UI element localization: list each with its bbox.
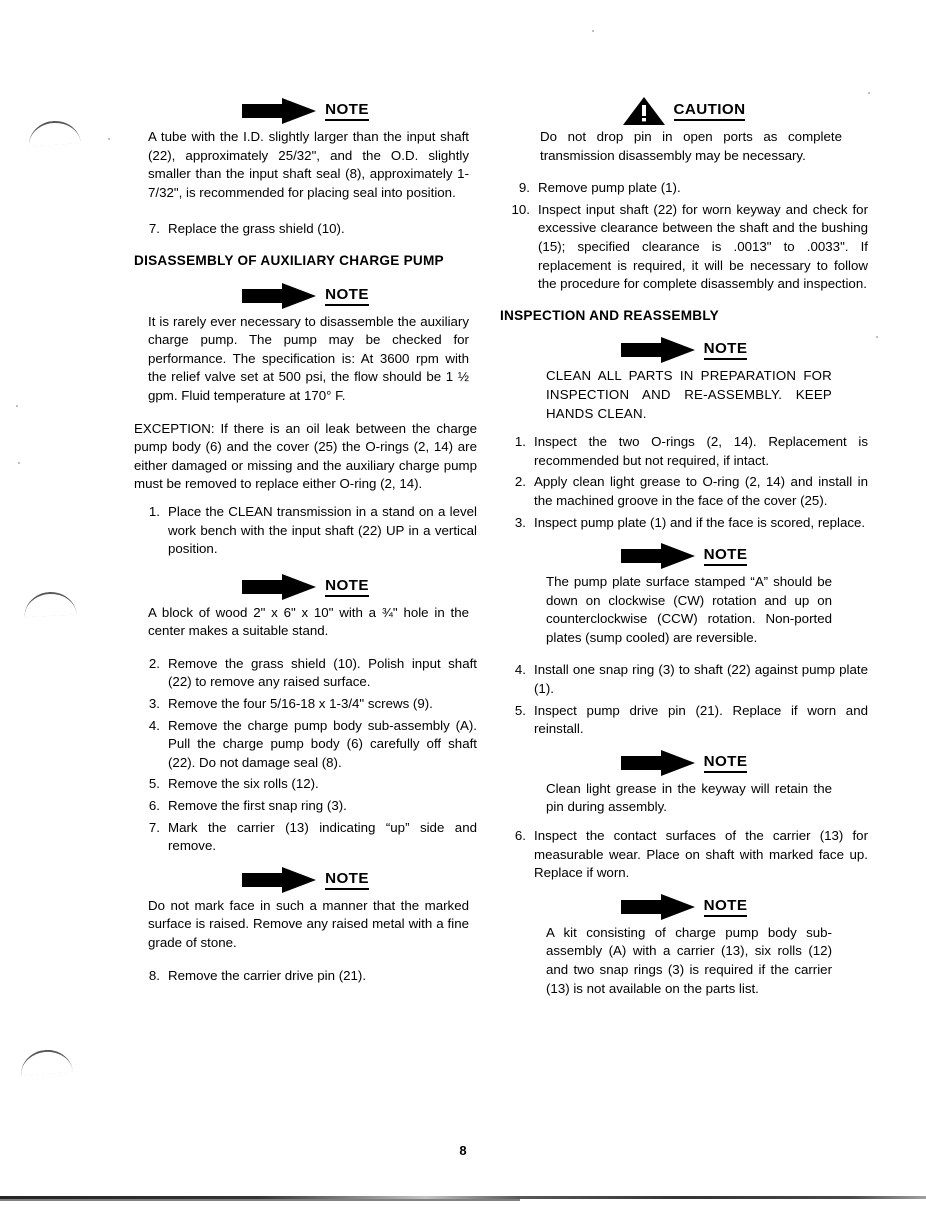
list-item — [134, 717, 477, 773]
list-item — [134, 797, 477, 816]
warning-triangle-icon — [623, 97, 665, 125]
note-clean-parts — [500, 335, 868, 423]
note-label: NOTE — [325, 286, 369, 306]
list-item — [134, 775, 477, 794]
note-label: NOTE — [325, 101, 369, 121]
list-item — [500, 473, 868, 510]
list-item-number: 5. — [514, 702, 526, 718]
left-list-item1 — [134, 503, 477, 559]
list-item-text: Place the CLEAN transmission in a stand on a level work bench with the input shaft (22) UP in a vertical position. — [168, 503, 477, 557]
list-item — [134, 220, 477, 239]
list-item-number: 7. — [148, 819, 160, 835]
list-item-text: Apply clean light grease to O-ring (2, 14) and install in the machined groove in the face of the cover (25). — [534, 474, 868, 508]
list-item-number: 8. — [148, 967, 160, 983]
scan-speck — [592, 30, 594, 32]
right-arrow-icon — [242, 98, 316, 124]
list-item-text: Install one snap ring (3) to shaft (22) against pump plate (1). — [534, 662, 868, 697]
right-arrow-icon — [621, 894, 695, 920]
right-list-items-1-3 — [500, 433, 868, 532]
scan-speck — [868, 92, 870, 94]
list-item-number: 4. — [514, 662, 526, 678]
list-item-text: Remove the carrier drive pin (21). — [168, 967, 367, 983]
list-item — [500, 702, 868, 739]
note-wood-block — [134, 572, 477, 641]
list-item-text: Inspect the contact surfaces of the carrier (13) for measurable wear. Place on shaft with marked face up. Replace if worn. — [534, 828, 868, 881]
list-item-text: Inspect the two O-rings (2, 14). Replacement is recommended but not required, if intact. — [534, 434, 868, 468]
note-header — [134, 281, 477, 311]
note-label: NOTE — [704, 340, 748, 360]
scan-speck — [108, 138, 110, 140]
note-text: The pump plate surface stamped “A” should be down on clockwise (CW) rotation and up on counterclockwise (CCW) rotation. Non-ported plates (sump cooled) are reversible. — [546, 574, 832, 645]
note-header — [500, 541, 868, 571]
caution-text: Do not drop pin in open ports as complete transmission disassembly may be necessary. — [540, 129, 842, 163]
list-item — [500, 201, 868, 294]
right-arrow-icon — [242, 867, 316, 893]
note-header — [500, 748, 868, 778]
section-title-inspection: INSPECTION AND REASSEMBLY — [500, 307, 719, 323]
list-item — [500, 661, 868, 698]
list-item-text: Remove the six rolls (12). — [168, 776, 319, 792]
list-item-number: 10. — [511, 201, 530, 217]
caution-label: CAUTION — [674, 101, 746, 121]
note-header — [500, 335, 868, 365]
section-title-disassembly: DISASSEMBLY OF AUXILIARY CHARGE PUMP — [134, 252, 444, 268]
exception-paragraph: EXCEPTION: If there is an oil leak between the charge pump body (6) and the cover (25) the O-rings (2, 14) are either damaged or missing and the auxiliary charge pump must be removed to replace either O-ring (2, 14). — [134, 420, 477, 492]
note-text: Do not mark face in such a manner that the marked surface is raised. Remove any raised metal with a fine grade of stone. — [148, 897, 469, 950]
right-list-item6 — [500, 827, 868, 883]
note-keyway — [500, 748, 868, 817]
left-column — [134, 96, 477, 988]
note-marking — [134, 865, 477, 953]
right-arrow-icon — [621, 750, 695, 776]
note-label: NOTE — [704, 753, 748, 773]
right-list-items-4-5 — [500, 661, 868, 738]
list-item-text: Replace the grass shield (10). — [168, 221, 345, 237]
scan-edge — [0, 1199, 520, 1201]
list-item-number: 3. — [514, 514, 526, 530]
note-label: NOTE — [704, 897, 748, 917]
list-item-text: Remove the four 5/16-18 x 1-3/4" screws (9). — [168, 696, 433, 712]
note-tube — [134, 96, 477, 202]
note-text: CLEAN ALL PARTS IN PREPARATION FOR INSPECTION AND RE-ASSEMBLY. KEEP HANDS CLEAN. — [546, 368, 832, 421]
note-text: Clean light grease in the keyway will retain the pin during assembly. — [546, 780, 832, 815]
list-item-text: Remove pump plate (1). — [538, 180, 681, 196]
note-label: NOTE — [325, 577, 369, 597]
note-label: NOTE — [325, 870, 369, 890]
scan-artifact-arc — [19, 1048, 73, 1076]
list-item-text: Inspect pump drive pin (21). Replace if worn and reinstall. — [534, 702, 868, 737]
list-item-number: 5. — [148, 776, 160, 792]
list-item — [134, 967, 477, 986]
scan-speck — [876, 336, 878, 338]
note-header — [134, 96, 477, 126]
note-text: It is rarely ever necessary to disassemble the auxiliary charge pump. The pump may be checked for performance. The specification is: At 3600 rpm with the relief valve set at 500 psi, the flow should be 1 ½ gpm. Fluid temperature at 170° F. — [148, 313, 469, 403]
right-list-items-9-10 — [500, 179, 868, 294]
note-header — [134, 865, 477, 895]
right-arrow-icon — [242, 574, 316, 600]
list-item-text: Mark the carrier (13) indicating “up” side and remove. — [168, 819, 477, 854]
list-item — [500, 514, 868, 533]
list-item — [500, 827, 868, 883]
list-item-text: Remove the first snap ring (3). — [168, 798, 347, 814]
note-text: A kit consisting of charge pump body sub-assembly (A) with a carrier (13), six rolls (12) and two snap rings (3) is required if the carrier (13) is not available on the parts list. — [546, 924, 832, 996]
right-arrow-icon — [242, 283, 316, 309]
note-header — [134, 572, 477, 602]
left-list-items-2-7 — [134, 655, 477, 856]
list-item — [134, 503, 477, 559]
list-item — [134, 819, 477, 856]
note-text: A tube with the I.D. slightly larger than the input shaft (22), approximately 25/32", and the O.D. slightly smaller than the input shaft seal (8), approximately 1-7/32", is recommended for placing seal into position. — [148, 129, 469, 200]
list-item — [134, 655, 477, 692]
left-list-item7 — [134, 220, 477, 239]
scan-speck — [18, 462, 20, 464]
scan-artifact-arc — [23, 591, 76, 618]
right-arrow-icon — [621, 543, 695, 569]
left-list-item8 — [134, 967, 477, 986]
list-item-number: 7. — [148, 221, 160, 237]
list-item-number: 9. — [518, 180, 530, 196]
list-item-text: Inspect input shaft (22) for worn keyway and check for excessive clearance between the shaft and the bushing (15); specified clearance is .0013" to .0033". If replacement is required, it will be necessary to follow the procedure for complete disassembly and inspection. — [538, 201, 868, 292]
list-item-number: 6. — [514, 828, 526, 844]
list-item-number: 6. — [148, 798, 160, 814]
note-kit — [500, 892, 868, 998]
note-pump — [134, 281, 477, 406]
list-item-number: 2. — [514, 474, 526, 490]
list-item-number: 1. — [148, 503, 160, 519]
list-item-text: Remove the charge pump body sub-assembly (A). Pull the charge pump body (6) carefully off shaft (22). Do not damage seal (8). — [168, 717, 477, 770]
list-item-text: Remove the grass shield (10). Polish input shaft (22) to remove any raised surface. — [168, 655, 477, 690]
scan-speck — [16, 405, 18, 407]
list-item — [500, 179, 868, 198]
list-item-number: 1. — [514, 434, 526, 450]
list-item — [500, 433, 868, 470]
note-header — [500, 892, 868, 922]
note-label: NOTE — [704, 546, 748, 566]
list-item-text: Inspect pump plate (1) and if the face is scored, replace. — [534, 514, 866, 530]
note-pump-plate — [500, 541, 868, 647]
right-arrow-icon — [621, 337, 695, 363]
list-item-number: 4. — [148, 717, 160, 733]
list-item-number: 3. — [148, 696, 160, 712]
caution-block — [500, 96, 868, 165]
right-column — [500, 96, 868, 1002]
list-item-number: 2. — [148, 655, 160, 671]
caution-header — [500, 96, 868, 126]
note-text: A block of wood 2" x 6" x 10" with a ¾" hole in the center makes a suitable stand. — [148, 604, 469, 639]
list-item — [134, 695, 477, 714]
scan-artifact-arc — [27, 119, 81, 147]
page-number: 8 — [459, 1143, 467, 1158]
